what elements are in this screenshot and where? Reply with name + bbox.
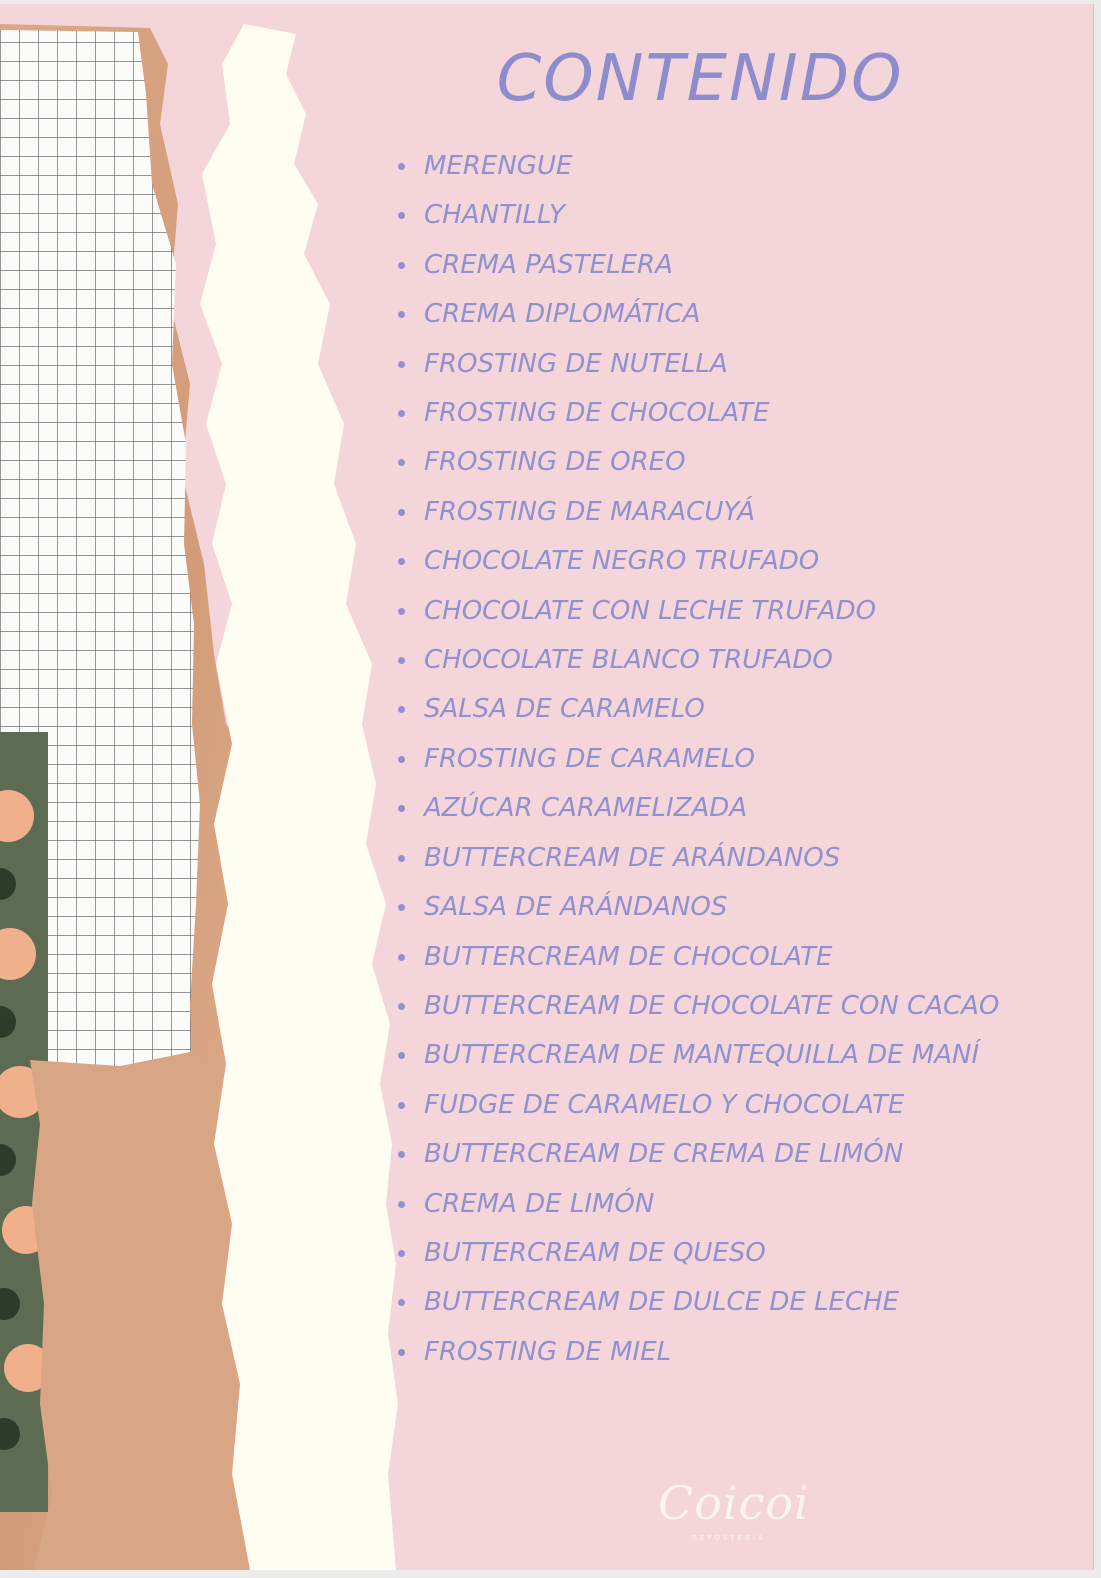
list-item: BUTTERCREAM DE CREMA DE LIMÓN [398, 1130, 1024, 1179]
brand-logo-text: Coicoi [658, 1476, 810, 1530]
list-item: BUTTERCREAM DE QUESO [398, 1229, 1024, 1278]
list-item: BUTTERCREAM DE DULCE DE LECHE [398, 1278, 1024, 1327]
list-item: FROSTING DE CARAMELO [398, 735, 1024, 784]
document-page [0, 4, 1094, 1570]
brand-logo [650, 1476, 830, 1556]
list-item: CREMA DIPLOMÁTICA [398, 290, 1024, 339]
list-item: CREMA PASTELERA [398, 241, 1024, 290]
list-item: SALSA DE CARAMELO [398, 685, 1024, 734]
contents-list [398, 142, 1024, 1377]
page-title: CONTENIDO [496, 42, 904, 116]
list-item: BUTTERCREAM DE MANTEQUILLA DE MANÍ [398, 1031, 1024, 1080]
list-item: FROSTING DE MARACUYÁ [398, 488, 1024, 537]
list-item: CREMA DE LIMÓN [398, 1180, 1024, 1229]
brand-logo-subtext: REPOSTERÍA [692, 1534, 766, 1542]
list-item: FROSTING DE MIEL [398, 1328, 1024, 1377]
list-item: FROSTING DE NUTELLA [398, 340, 1024, 389]
list-item: CHANTILLY [398, 191, 1024, 240]
list-item: FUDGE DE CARAMELO Y CHOCOLATE [398, 1081, 1024, 1130]
torn-paper-collage [0, 4, 400, 1570]
list-item: SALSA DE ARÁNDANOS [398, 883, 1024, 932]
list-item: CHOCOLATE NEGRO TRUFADO [398, 537, 1024, 586]
list-item: FROSTING DE CHOCOLATE [398, 389, 1024, 438]
list-item: CHOCOLATE CON LECHE TRUFADO [398, 587, 1024, 636]
list-item: AZÚCAR CARAMELIZADA [398, 784, 1024, 833]
white-torn-paper [200, 24, 398, 1570]
list-item: BUTTERCREAM DE CHOCOLATE [398, 933, 1024, 982]
list-item: BUTTERCREAM DE CHOCOLATE CON CACAO [398, 982, 1024, 1031]
list-item: FROSTING DE OREO [398, 438, 1024, 487]
list-item: CHOCOLATE BLANCO TRUFADO [398, 636, 1024, 685]
list-item: BUTTERCREAM DE ARÁNDANOS [398, 834, 1024, 883]
list-item: MERENGUE [398, 142, 1024, 191]
